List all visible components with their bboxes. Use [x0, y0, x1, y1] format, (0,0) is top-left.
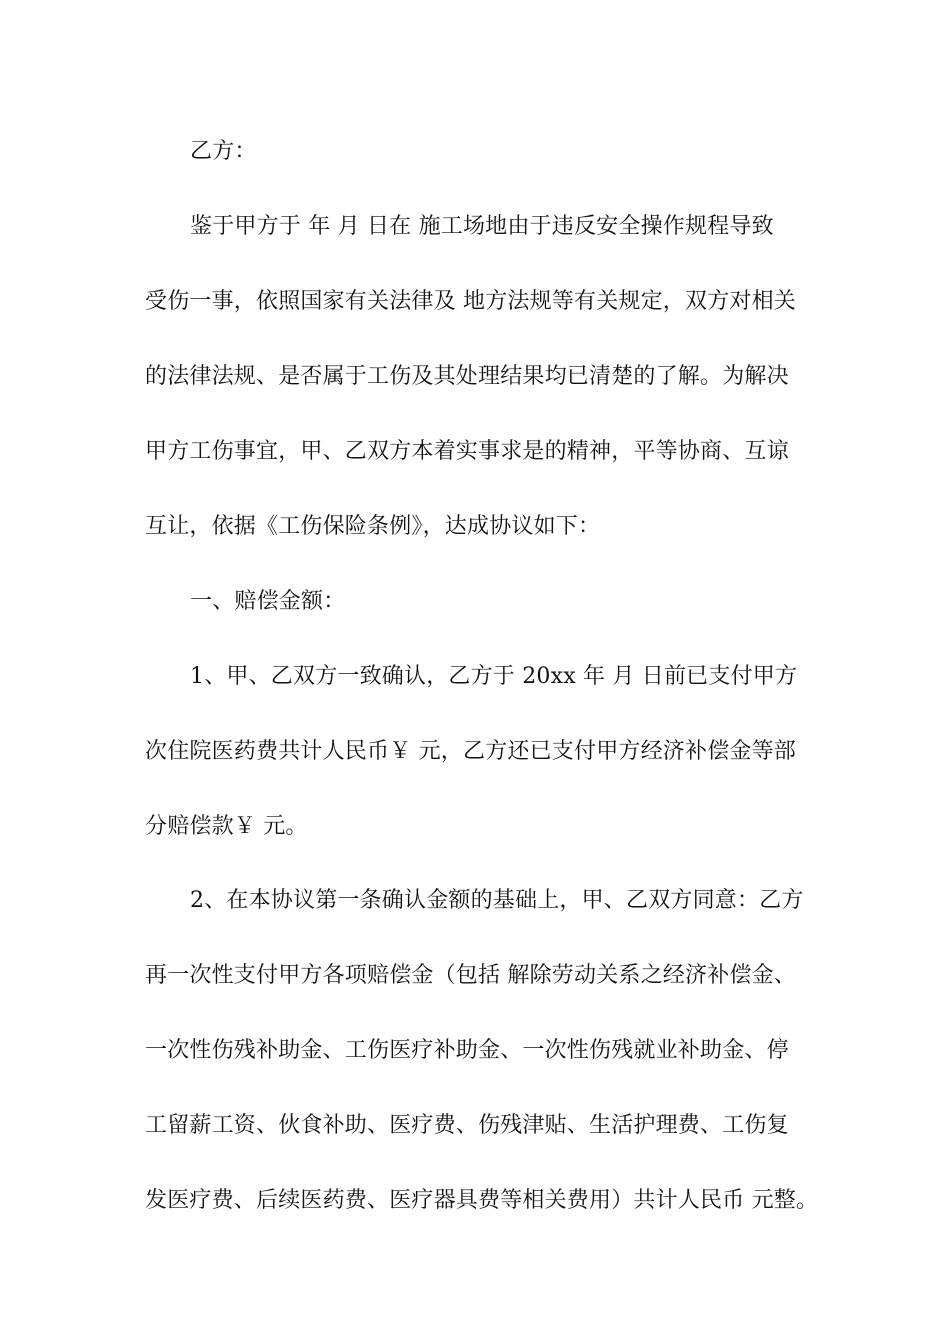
paragraph-line: 1、甲、乙双方一致确认，乙方于 20xx 年 月 日前已支付甲方 — [190, 664, 798, 689]
section-heading: 一、赔偿金额： — [190, 589, 346, 614]
paragraph-line: 受伤一事，依照国家有关法律及 地方法规等有关规定，双方对相关 — [145, 289, 796, 314]
paragraph-line: 2、在本协议第一条确认金额的基础上，甲、乙双方同意：乙方 — [190, 888, 804, 913]
paragraph-line: 一次性伤残补助金、工伤医疗补助金、一次性伤残就业补助金、停 — [145, 1038, 789, 1063]
paragraph-line: 发医疗费、后续医药费、医疗器具费等相关费用）共计人民币 元整。 — [145, 1188, 819, 1213]
paragraph-line: 互让，依据《工伤保险条例》，达成协议如下： — [145, 514, 601, 539]
paragraph-line: 分赔偿款￥ 元。 — [145, 814, 308, 839]
party-b-label: 乙方： — [190, 139, 257, 164]
paragraph-line: 甲方工伤事宜，甲、乙双方本着实事求是的精神，平等协商、互谅 — [145, 439, 789, 464]
paragraph-line: 工留薪工资、伙食补助、医疗费、伤残津贴、生活护理费、工伤复 — [145, 1113, 789, 1138]
paragraph-line: 再一次性支付甲方各项赔偿金（包括 解除劳动关系之经济补偿金、 — [145, 963, 796, 988]
paragraph-line: 次住院医药费共计人民币￥ 元，乙方还已支付甲方经济补偿金等部 — [145, 739, 796, 764]
paragraph-line: 的法律法规、是否属于工伤及其处理结果均已清楚的了解。为解决 — [145, 364, 789, 389]
paragraph-line: 鉴于甲方于 年 月 日在 施工场地由于违反安全操作规程导致 — [190, 214, 774, 239]
